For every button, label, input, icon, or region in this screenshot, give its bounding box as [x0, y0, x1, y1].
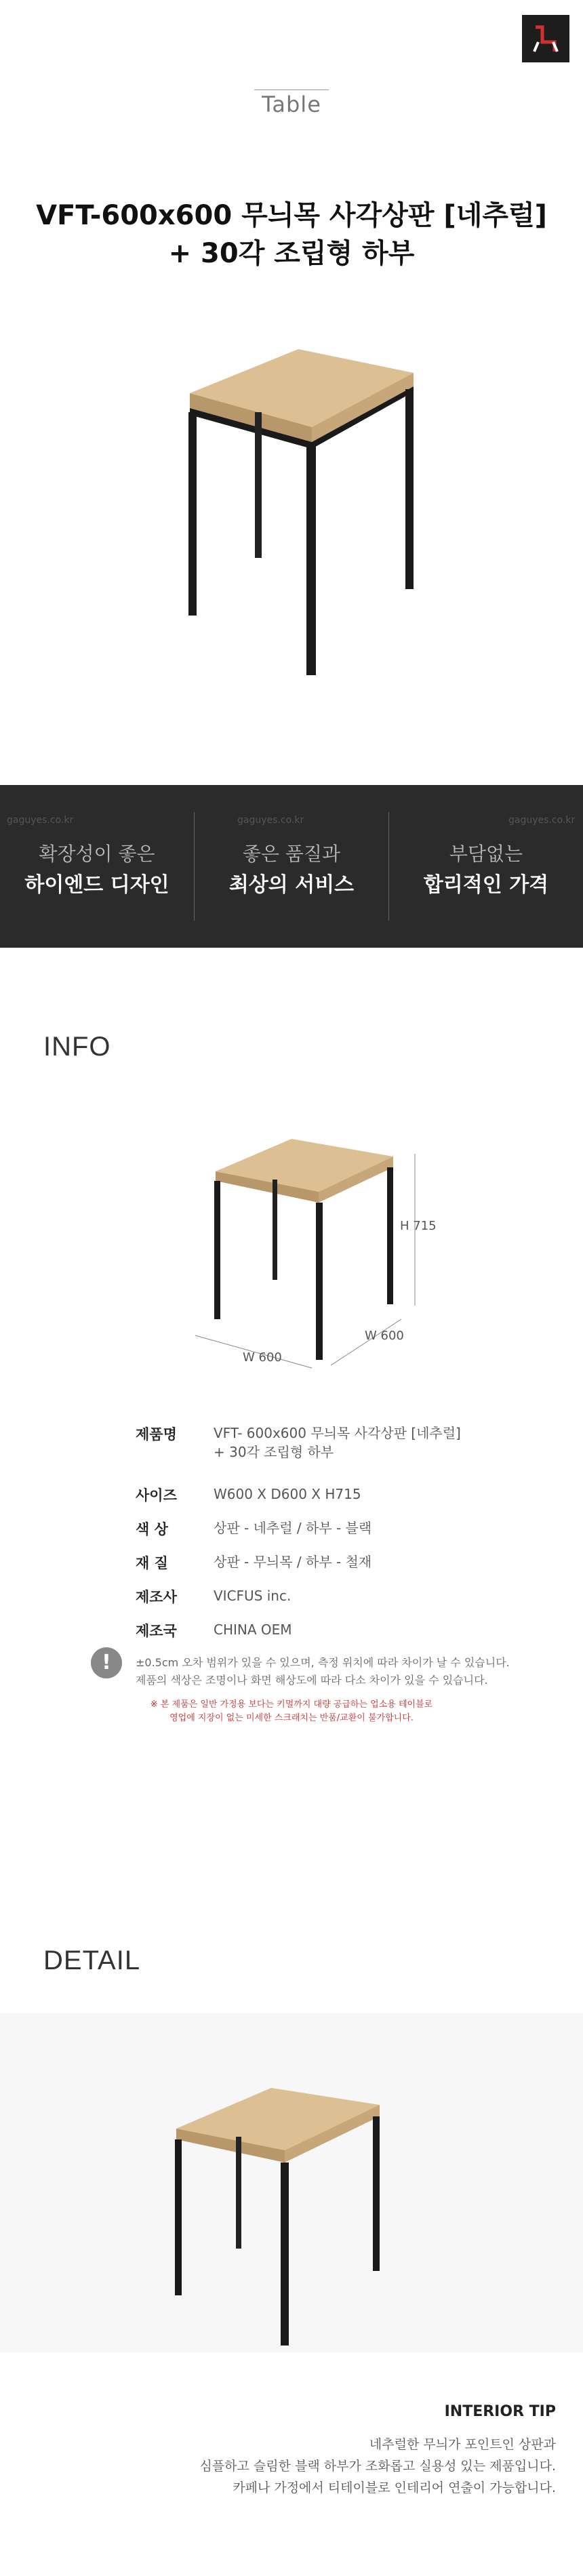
- dimension-diagram: [163, 1112, 447, 1396]
- feature-line2: 합리적인 가격: [423, 873, 549, 897]
- spec-value: W600 X D600 X H715: [214, 1486, 361, 1502]
- spec-value: CHINA OEM: [214, 1622, 292, 1638]
- warning-line2: 영업에 지장이 없는 미세한 스크래치는 반품/교환이 불가합니다.: [169, 1713, 414, 1723]
- depth-dimension-label: W 600: [365, 1329, 404, 1343]
- detail-product-image: [156, 2074, 427, 2359]
- tag-divider: [254, 89, 329, 90]
- spec-value: VICFUS inc.: [214, 1588, 292, 1604]
- watermark: gaguyes.co.kr: [508, 815, 576, 826]
- notice-line1: ±0.5cm 오차 범위가 있을 수 있으며, 측정 위치에 따라 차이가 날 수 있습니다.: [136, 1656, 510, 1669]
- interior-tip-title: INTERIOR TIP: [444, 2403, 556, 2420]
- tip-line1: 네추럴한 무늬가 포인트인 상판과: [369, 2437, 556, 2452]
- spec-value-line1: VFT- 600x600 무늬목 사각상판 [네추럴]: [214, 1425, 461, 1441]
- spec-label: 사이즈: [136, 1487, 177, 1504]
- spec-value-line2: + 30각 조립형 하부: [214, 1444, 334, 1460]
- notice-text: [136, 1654, 542, 1689]
- category-tag: Table: [262, 92, 321, 117]
- feature-item: [195, 839, 388, 902]
- feature-line1: 확장성이 좋은: [39, 843, 155, 865]
- chair-logo-icon[interactable]: [522, 15, 569, 62]
- product-title-line1: VFT-600x600 무늬목 사각상판 [네추럴]: [36, 200, 547, 231]
- product-title-line2: + 30각 조립형 하부: [168, 238, 415, 269]
- feature-band: [0, 785, 583, 948]
- hero-product-image: [108, 319, 475, 698]
- spec-value: [214, 1424, 512, 1462]
- notice-line2: 제품의 색상은 조명이나 화면 해상도에 따라 다소 차이가 있을 수 있습니다.: [136, 1674, 488, 1687]
- detail-heading: DETAIL: [43, 1946, 141, 1975]
- spec-label: 제품명: [136, 1426, 177, 1443]
- feature-line1: 좋은 품질과: [242, 843, 341, 865]
- feature-line2: 하이엔드 디자인: [24, 873, 169, 897]
- watermark: gaguyes.co.kr: [237, 815, 304, 826]
- feature-line1: 부담없는: [449, 843, 523, 865]
- info-heading: INFO: [43, 1032, 111, 1062]
- watermark: gaguyes.co.kr: [7, 815, 74, 826]
- spec-label: 재 질: [136, 1555, 168, 1571]
- feature-item: [389, 839, 583, 902]
- spec-value: 상판 - 네추럴 / 하부 - 블랙: [214, 1520, 372, 1536]
- spec-label: 제조국: [136, 1623, 177, 1639]
- tip-line2: 심플하고 슬림한 블랙 하부가 조화롭고 실용성 있는 제품입니다.: [199, 2459, 556, 2474]
- product-title: [0, 197, 583, 273]
- feature-line2: 최상의 서비스: [228, 873, 355, 897]
- spec-value: 상판 - 무늬목 / 하부 - 철재: [214, 1554, 372, 1570]
- feature-item: [0, 839, 194, 902]
- interior-tip-text: [0, 2434, 556, 2499]
- height-dimension-label: H 715: [400, 1219, 437, 1233]
- warning-note: [0, 1698, 583, 1725]
- tip-line3: 카페나 가정에서 티테이블로 인테리어 연출이 가능합니다.: [233, 2480, 556, 2495]
- spec-label: 색 상: [136, 1521, 168, 1537]
- spec-label: 제조사: [136, 1589, 177, 1605]
- warning-line1: ※ 본 제품은 일반 가정용 보다는 키멀까지 대량 공급하는 업소용 테이블로: [150, 1699, 433, 1710]
- width-dimension-label: W 600: [243, 1350, 282, 1365]
- warning-icon: !: [91, 1647, 122, 1678]
